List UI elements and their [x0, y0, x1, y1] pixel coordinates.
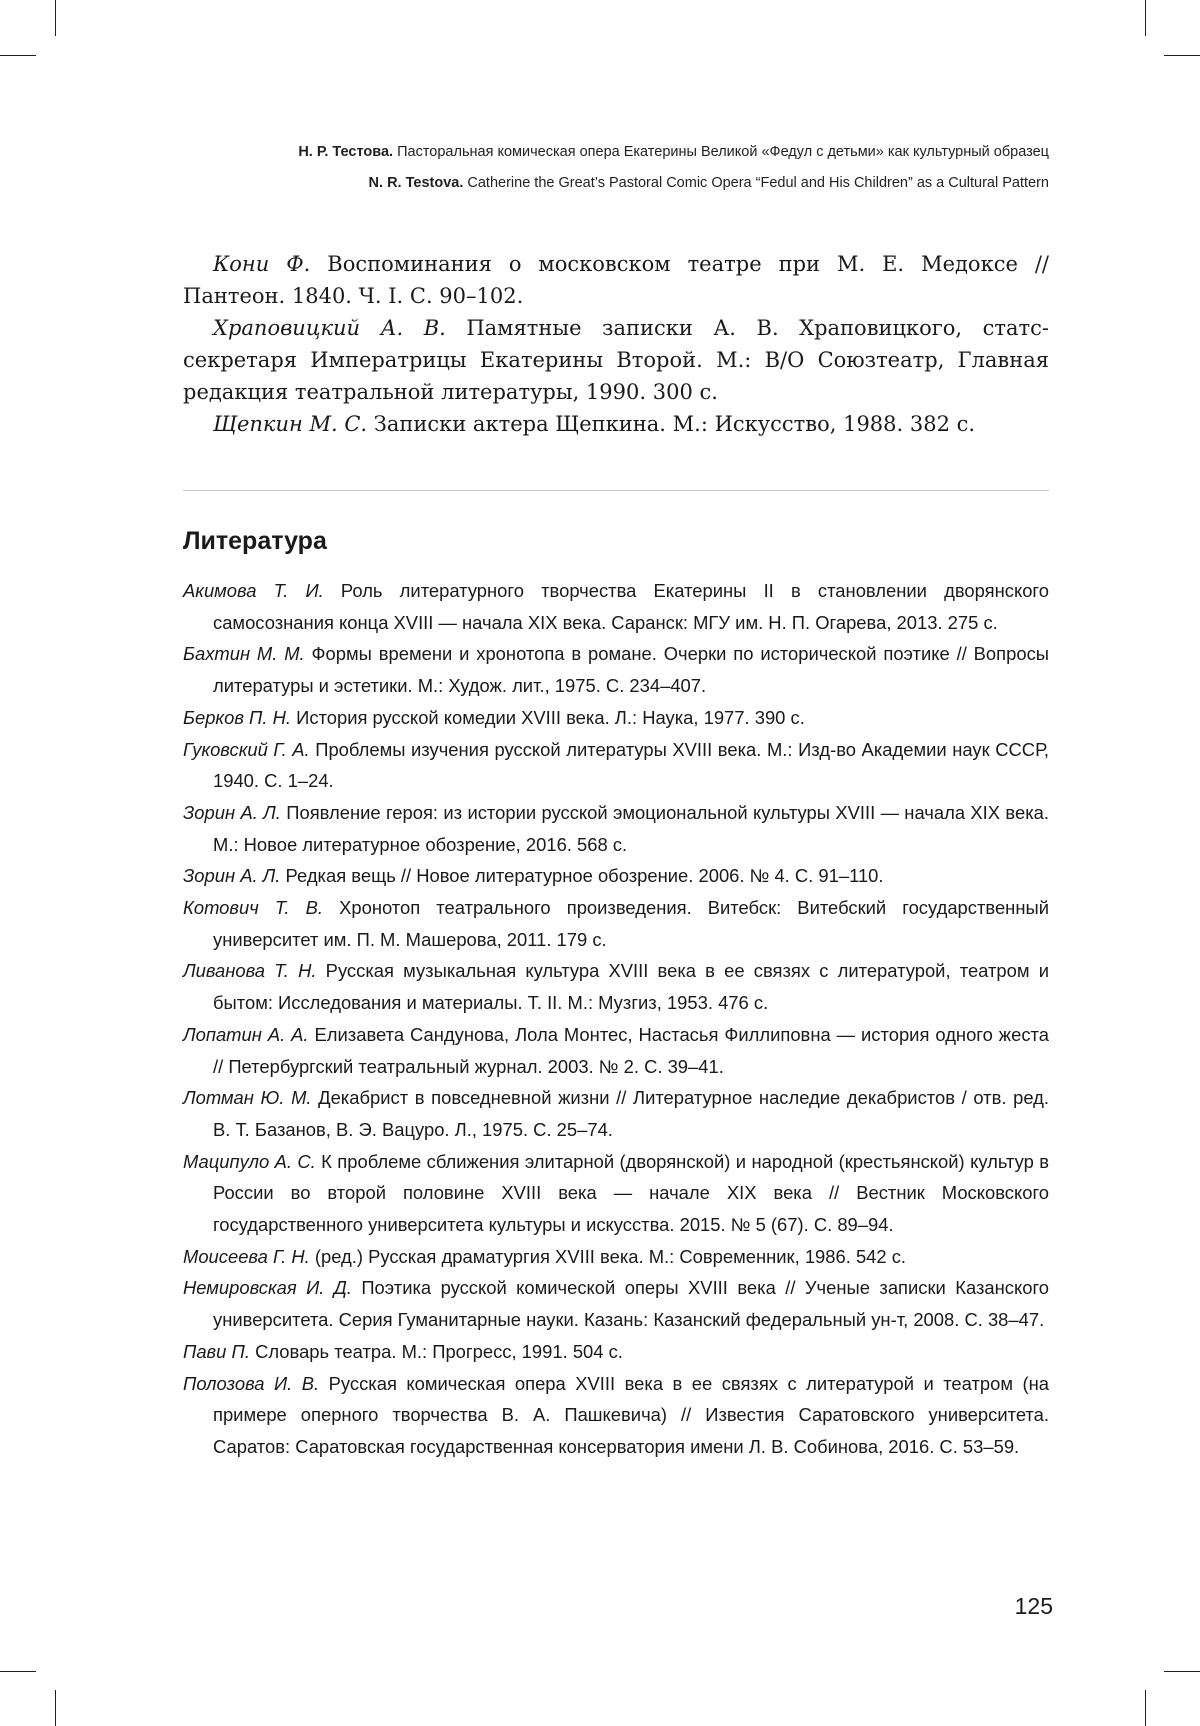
literature-entry: [183, 1368, 1049, 1463]
literature-text: История русской комедии XVIII века. Л.: Наука, 1977. 390 с.: [296, 706, 805, 728]
literature-text: Декабрист в повседневной жизни // Литературное наследие декабристов / отв. ред. В. Т. Базанов, В. Э. Вацуро. Л., 1975. С. 25–74.: [213, 1087, 1049, 1140]
crop-mark-bottom-right-vertical: [1145, 1690, 1146, 1726]
literature-author: Ливанова Т. Н.: [183, 960, 317, 982]
source-entry: [183, 248, 1049, 312]
literature-text: Роль литературного творчества Екатерины II в становлении дворянского самосознания конца XVIII — начала XIX века. Саранск: МГУ им. Н. П. Огарева, 2013. 275 с.: [213, 580, 1049, 633]
literature-text: Словарь театра. М.: Прогресс, 1991. 504 с.: [255, 1340, 623, 1362]
source-text: Памятные записки А. В. Храповицкого, статс-секретаря Императрицы Екатерины Второй. М.: В/О Союзтеатр, Главная редакция театральной литературы, 1990. 300 с.: [183, 316, 1049, 404]
literature-entry: [183, 1146, 1049, 1241]
literature-entry: [183, 955, 1049, 1018]
literature-entry: [183, 1336, 1049, 1368]
literature-author: Маципуло А. С.: [183, 1150, 316, 1172]
literature-entry: [183, 797, 1049, 860]
running-head: [183, 137, 1049, 199]
literature-entry: [183, 1082, 1049, 1145]
literature-entry: [183, 860, 1049, 892]
literature-text: К проблеме сближения элитарной (дворянской) и народной (крестьянской) культур в России во второй половине XVIII века — начале XIX века // Вестник Московского государственного университета культуры и искусства. 2015. № 5 (67). С. 89–94.: [213, 1150, 1049, 1236]
literature-text: Формы времени и хронотопа в романе. Очерки по исторической поэтике // Вопросы литературы и эстетики. М.: Худож. лит., 1975. С. 234–407.: [213, 643, 1049, 697]
sources-list: [183, 248, 1049, 440]
literature-author: Котович Т. В.: [183, 897, 323, 919]
literature-author: Зорин А. Л.: [183, 801, 281, 823]
literature-author: Бахтин М. М.: [183, 643, 305, 665]
running-head-ru-title: Пасторальная комическая опера Екатерины Великой «Федул с детьми» как культурный образец: [397, 144, 1049, 160]
literature-author: Пави П.: [183, 1340, 250, 1362]
running-head-en-title: Catherine the Great’s Pastoral Comic Opera “Fedul and His Children” as a Cultural Pattern: [467, 175, 1049, 191]
literature-entry: [183, 575, 1049, 638]
literature-heading: Литература: [183, 527, 327, 555]
source-text: Воспоминания о московском театре при М. Е. Медоксе // Пантеон. 1840. Ч. I. С. 90–102.: [183, 252, 1049, 308]
crop-mark-bottom-left-horizontal: [0, 1671, 36, 1672]
literature-author: Моисеева Г. Н.: [183, 1245, 310, 1267]
section-divider: [183, 490, 1049, 491]
literature-text: Проблемы изучения русской литературы XVIII века. М.: Изд-во Академии наук СССР, 1940. С. 1–24.: [213, 738, 1049, 792]
literature-list: [183, 575, 1049, 1463]
literature-entry: [183, 638, 1049, 701]
literature-text: (ред.) Русская драматургия XVIII века. М.: Современник, 1986. 542 с.: [314, 1245, 907, 1267]
literature-entry: [183, 1019, 1049, 1082]
page-number: 125: [1014, 1593, 1053, 1619]
literature-text: Редкая вещь // Новое литературное обозрение. 2006. № 4. С. 91–110.: [285, 865, 884, 887]
literature-text: Хронотоп театрального произведения. Витебск: Витебский государственный университет им. П. М. Машерова, 2011. 179 с.: [213, 897, 1049, 950]
literature-author: Акимова Т. И.: [183, 580, 324, 601]
crop-mark-top-left-horizontal: [0, 55, 36, 56]
running-head-en: [183, 168, 1049, 199]
crop-mark-bottom-right-horizontal: [1164, 1671, 1200, 1672]
source-author: Кони Ф.: [213, 252, 311, 276]
literature-author: Лотман Ю. М.: [183, 1087, 312, 1109]
source-entry: [183, 408, 1049, 440]
literature-text: Поэтика русской комической оперы XVIII века // Ученые записки Казанского университета. Серия Гуманитарные науки. Казань: Казанский федеральный ун-т, 2008. С. 38–47.: [213, 1277, 1049, 1331]
source-author: Щепкин М. С.: [213, 412, 368, 436]
source-entry: [183, 312, 1049, 408]
source-author: Храповицкий А. В.: [213, 316, 446, 340]
literature-author: Немировская И. Д.: [183, 1277, 352, 1299]
literature-text: Русская музыкальная культура XVIII века в ее связях с литературой, театром и бытом: Исследования и материалы. Т. II. М.: Музгиз, 1953. 476 с.: [213, 960, 1049, 1014]
literature-author: Берков П. Н.: [183, 706, 291, 728]
crop-mark-bottom-left-vertical: [55, 1690, 56, 1726]
literature-entry: [183, 702, 1049, 734]
literature-author: Лопатин А. А.: [183, 1023, 309, 1045]
crop-mark-top-right-vertical: [1145, 0, 1146, 36]
literature-text: Русская комическая опера XVIII века в ее связях с литературой и театром (на примере оперного творчества В. А. Пашкевича) // Известия Саратовского университета. Саратов: Саратовская государственная консерватория имени Л. В. Собинова, 2016. С. 53–59.: [213, 1372, 1049, 1457]
literature-author: Зорин А. Л.: [183, 865, 281, 887]
literature-author: Гуковский Г. А.: [183, 738, 310, 760]
running-head-en-author: N. R. Testova.: [368, 175, 464, 191]
literature-text: Появление героя: из истории русской эмоциональной культуры XVIII — начала XIX века. М.: Новое литературное обозрение, 2016. 568 с.: [213, 801, 1049, 855]
literature-text: Елизавета Сандунова, Лола Монтес, Настасья Филлиповна — история одного жеста // Петербургский театральный журнал. 2003. № 2. С. 39–41.: [213, 1023, 1049, 1077]
literature-entry: [183, 1241, 1049, 1273]
literature-entry: [183, 892, 1049, 955]
crop-mark-top-left-vertical: [55, 0, 56, 36]
literature-entry: [183, 1272, 1049, 1335]
literature-entry: [183, 734, 1049, 797]
literature-author: Полозова И. В.: [183, 1372, 320, 1394]
running-head-ru-author: Н. Р. Тестова.: [298, 144, 394, 160]
source-text: Записки актера Щепкина. М.: Искусство, 1988. 382 с.: [373, 412, 976, 436]
running-head-ru: [183, 137, 1049, 168]
crop-mark-top-right-horizontal: [1164, 55, 1200, 56]
